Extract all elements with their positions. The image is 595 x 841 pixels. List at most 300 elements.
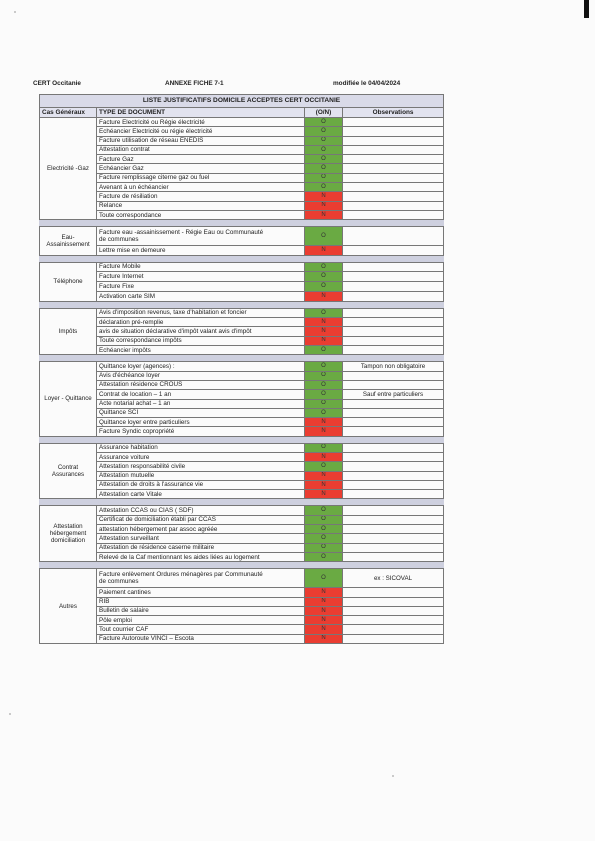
observation-cell — [343, 597, 444, 606]
category-cell: Téléphone — [40, 262, 97, 301]
observation-cell — [343, 183, 444, 192]
table-row — [40, 210, 444, 219]
status-refused-cell: N — [305, 471, 343, 480]
observation-cell — [343, 534, 444, 543]
observation-cell — [343, 327, 444, 336]
separator-cell — [97, 301, 305, 308]
status-refused-cell: N — [305, 210, 343, 219]
document-cell — [97, 336, 305, 345]
table-row — [40, 462, 444, 471]
document-cell — [97, 515, 305, 524]
table-row — [40, 272, 444, 282]
status-accepted-cell: O — [305, 462, 343, 471]
scan-speck — [14, 11, 16, 13]
observation-cell — [343, 525, 444, 534]
status-refused-cell: N — [305, 336, 343, 345]
separator-cell — [343, 499, 444, 506]
separator-cell — [343, 301, 444, 308]
table-row — [40, 183, 444, 192]
observation-cell — [343, 462, 444, 471]
table-row — [40, 136, 444, 145]
document-cell — [97, 327, 305, 336]
separator-cell — [343, 436, 444, 443]
document-cell — [97, 127, 305, 136]
separator-cell — [97, 220, 305, 227]
table-row — [40, 606, 444, 615]
status-refused-cell: N — [305, 606, 343, 615]
separator-cell — [97, 436, 305, 443]
separator-cell — [40, 355, 97, 362]
status-accepted-cell: O — [305, 136, 343, 145]
table-row — [40, 173, 444, 182]
status-refused-cell: N — [305, 597, 343, 606]
document-cell — [97, 145, 305, 154]
document-label: Contrat de location – 1 an — [99, 390, 172, 398]
separator-cell — [305, 255, 343, 262]
observation-cell — [343, 427, 444, 436]
status-accepted-cell: O — [305, 155, 343, 164]
status-refused-cell: N — [305, 625, 343, 634]
table-row — [40, 227, 444, 246]
document-label: avis de situation déclarative d'impôt valant avis d'impôt — [99, 327, 252, 335]
table-row — [40, 634, 444, 643]
document-label: Facture Fixe — [99, 283, 134, 291]
status-accepted-cell: O — [305, 362, 343, 371]
status-refused-cell: N — [305, 292, 343, 302]
table-row — [40, 292, 444, 302]
status-refused-cell: N — [305, 588, 343, 597]
table-body — [40, 118, 444, 644]
group-separator — [40, 301, 444, 308]
separator-cell — [40, 499, 97, 506]
document-cell — [97, 625, 305, 634]
document-label: Facture Mobile — [99, 263, 141, 271]
document-cell — [97, 471, 305, 480]
status-accepted-cell: O — [305, 443, 343, 452]
separator-cell — [305, 499, 343, 506]
scan-speck — [9, 713, 11, 715]
table-row — [40, 155, 444, 164]
table-row — [40, 282, 444, 292]
document-cell — [97, 262, 305, 272]
table-row — [40, 506, 444, 515]
justificatifs-table — [39, 94, 444, 644]
separator-cell — [305, 220, 343, 227]
document-label: attestation hébergement par assoc agréée — [99, 525, 218, 533]
document-cell — [97, 155, 305, 164]
observation-cell — [343, 201, 444, 210]
category-cell: Impôts — [40, 308, 97, 354]
document-cell — [97, 453, 305, 462]
status-accepted-cell: O — [305, 227, 343, 246]
observation-cell — [343, 418, 444, 427]
separator-cell — [305, 562, 343, 569]
document-label: Attestation responsabilité civile — [99, 462, 186, 470]
document-label: RIB — [99, 598, 110, 606]
status-accepted-cell: O — [305, 569, 343, 588]
document-cell — [97, 136, 305, 145]
document-label: Assurance voiture — [99, 453, 150, 461]
document-label: Lettre mise en demeure — [99, 246, 166, 254]
document-label: Avis d'échéance loyer — [99, 372, 160, 380]
status-refused-cell: N — [305, 327, 343, 336]
status-accepted-cell: O — [305, 272, 343, 282]
status-accepted-cell: O — [305, 399, 343, 408]
table-row — [40, 346, 444, 355]
observation-cell — [343, 634, 444, 643]
document-label: Attestation de droits à l'assurance vie — [99, 481, 204, 489]
document-cell — [97, 616, 305, 625]
table-row — [40, 308, 444, 317]
document-cell — [97, 192, 305, 201]
document-cell — [97, 462, 305, 471]
table-row — [40, 390, 444, 399]
table-row — [40, 246, 444, 255]
col-header-observations: Observations — [343, 108, 444, 118]
document-cell — [97, 506, 305, 515]
document-label: Activation carte SIM — [99, 292, 155, 300]
document-cell — [97, 292, 305, 302]
document-label: Facture Gaz — [99, 155, 134, 163]
status-accepted-cell: O — [305, 543, 343, 552]
document-cell — [97, 282, 305, 292]
observation-cell — [343, 399, 444, 408]
document-label: Facture Internet — [99, 273, 144, 281]
document-label: Certificat de domiciliation établi par CCAS — [99, 516, 216, 524]
separator-cell — [40, 255, 97, 262]
document-label: Toute correspondance impôts — [99, 337, 182, 345]
document-label: Echéancier impôts — [99, 346, 151, 354]
status-accepted-cell: O — [305, 262, 343, 272]
separator-cell — [97, 355, 305, 362]
status-accepted-cell: O — [305, 408, 343, 417]
observation-cell — [343, 616, 444, 625]
document-cell — [97, 380, 305, 389]
document-cell — [97, 418, 305, 427]
document-cell — [97, 552, 305, 561]
document-cell — [97, 634, 305, 643]
table-row — [40, 336, 444, 345]
table-row — [40, 597, 444, 606]
document-cell — [97, 606, 305, 615]
table-row — [40, 145, 444, 154]
status-accepted-cell: O — [305, 282, 343, 292]
document-cell — [97, 246, 305, 255]
status-accepted-cell: O — [305, 552, 343, 561]
group-separator — [40, 562, 444, 569]
observation-cell — [343, 625, 444, 634]
status-refused-cell: N — [305, 201, 343, 210]
document-label: déclaration pré-remplie — [99, 318, 164, 326]
status-accepted-cell: O — [305, 525, 343, 534]
document-cell — [97, 543, 305, 552]
table-row — [40, 453, 444, 462]
document-cell — [97, 183, 305, 192]
table-row — [40, 569, 444, 588]
observation-cell: ex : SICOVAL — [343, 569, 444, 588]
document-label: Facture de résiliation — [99, 192, 158, 200]
table-row — [40, 164, 444, 173]
document-cell — [97, 272, 305, 282]
group-separator — [40, 436, 444, 443]
observation-cell: Tampon non obligatoire — [343, 362, 444, 371]
table-row — [40, 525, 444, 534]
observation-cell — [343, 227, 444, 246]
document-cell — [97, 362, 305, 371]
observation-cell — [343, 192, 444, 201]
status-accepted-cell: O — [305, 118, 343, 127]
col-header-document: TYPE DE DOCUMENT — [97, 108, 305, 118]
table-row — [40, 552, 444, 561]
status-refused-cell: N — [305, 318, 343, 327]
status-accepted-cell: O — [305, 380, 343, 389]
document-label: Avenant à un échéancier — [99, 183, 169, 191]
category-cell: Electricité -Gaz — [40, 118, 97, 220]
separator-cell — [40, 220, 97, 227]
document-label: Attestation contrat — [99, 146, 150, 154]
document-cell — [97, 588, 305, 597]
separator-cell — [97, 499, 305, 506]
document-label: Facture enlèvement Ordures ménagères par Communauté — [99, 571, 263, 579]
observation-cell — [343, 127, 444, 136]
document-label: Quittance loyer (agences) : — [99, 362, 175, 370]
document-label: Facture remplissage citerne gaz ou fuel — [99, 174, 210, 182]
status-accepted-cell: O — [305, 183, 343, 192]
table-row — [40, 118, 444, 127]
separator-cell — [40, 562, 97, 569]
document-label: Assurance habitation — [99, 444, 158, 452]
document-label: Bulletin de salaire — [99, 607, 149, 615]
status-accepted-cell: O — [305, 506, 343, 515]
table-row — [40, 318, 444, 327]
observation-cell — [343, 336, 444, 345]
document-label: Facture eau -assainissement - Régie Eau ou Communauté — [99, 229, 264, 237]
table-row — [40, 192, 444, 201]
document-cell — [97, 443, 305, 452]
category-cell: Loyer - Quittance — [40, 362, 97, 436]
observation-cell — [343, 308, 444, 317]
document-label: Pôle emploi — [99, 616, 132, 624]
observation-cell — [343, 506, 444, 515]
document-cell — [97, 427, 305, 436]
document-cell — [97, 227, 305, 246]
status-refused-cell: N — [305, 490, 343, 499]
document-cell — [97, 399, 305, 408]
observation-cell — [343, 552, 444, 561]
document-label: Quittance loyer entre particuliers — [99, 418, 190, 426]
status-refused-cell: N — [305, 246, 343, 255]
table-row — [40, 616, 444, 625]
document-label: Relevé de la Caf mentionnant les aides liées au logement — [99, 553, 260, 561]
document-cell — [97, 597, 305, 606]
table-row — [40, 443, 444, 452]
table-title-row — [40, 95, 444, 108]
separator-cell — [97, 255, 305, 262]
document-cell — [97, 569, 305, 588]
document-label: Attestation surveillant — [99, 534, 159, 542]
document-cell — [97, 480, 305, 489]
scan-speck — [392, 775, 394, 777]
document-cell — [97, 164, 305, 173]
document-cell — [97, 201, 305, 210]
status-refused-cell: N — [305, 427, 343, 436]
status-refused-cell: N — [305, 634, 343, 643]
observation-cell — [343, 371, 444, 380]
status-accepted-cell: O — [305, 164, 343, 173]
separator-cell — [40, 436, 97, 443]
document-label: Echéancier Gaz — [99, 165, 144, 173]
separator-cell — [305, 301, 343, 308]
status-accepted-cell: O — [305, 515, 343, 524]
table-row — [40, 399, 444, 408]
table-row — [40, 427, 444, 436]
status-accepted-cell: O — [305, 390, 343, 399]
document-cell — [97, 210, 305, 219]
category-cell: Autres — [40, 569, 97, 644]
table-row — [40, 480, 444, 489]
observation-cell — [343, 282, 444, 292]
status-accepted-cell: O — [305, 127, 343, 136]
separator-cell — [343, 355, 444, 362]
document-label: Attestation CCAS ou CIAS ( SDF) — [99, 507, 194, 515]
separator-cell — [40, 301, 97, 308]
document-label: Facture utilisation de réseau ENEDIS — [99, 137, 204, 145]
document-cell — [97, 118, 305, 127]
observation-cell — [343, 272, 444, 282]
table-row — [40, 127, 444, 136]
table-row — [40, 534, 444, 543]
document-cell — [97, 408, 305, 417]
observation-cell — [343, 346, 444, 355]
document-cell — [97, 534, 305, 543]
observation-cell — [343, 155, 444, 164]
document-cell — [97, 318, 305, 327]
table-row — [40, 362, 444, 371]
document-label: Tout courrier CAF — [99, 625, 149, 633]
status-accepted-cell: O — [305, 173, 343, 182]
separator-cell — [305, 355, 343, 362]
document-label: Echéancier Electricité ou régie électricité — [99, 127, 213, 135]
observation-cell — [343, 515, 444, 524]
table-row — [40, 262, 444, 272]
header-org: CERT Occitanie — [33, 80, 81, 87]
observation-cell — [343, 164, 444, 173]
table-row — [40, 408, 444, 417]
document-cell — [97, 308, 305, 317]
document-label: Quittance SCI — [99, 409, 139, 417]
column-header-row — [40, 108, 444, 118]
group-separator — [40, 220, 444, 227]
separator-cell — [343, 255, 444, 262]
document-header — [33, 80, 433, 92]
observation-cell — [343, 145, 444, 154]
observation-cell — [343, 173, 444, 182]
separator-cell — [343, 220, 444, 227]
status-refused-cell: N — [305, 453, 343, 462]
observation-cell — [343, 453, 444, 462]
document-cell — [97, 173, 305, 182]
document-cell — [97, 371, 305, 380]
header-modified-date: modifiée le 04/04/2024 — [333, 80, 401, 87]
observation-cell — [343, 136, 444, 145]
observation-cell — [343, 118, 444, 127]
observation-cell — [343, 480, 444, 489]
observation-cell — [343, 471, 444, 480]
group-separator — [40, 355, 444, 362]
group-separator — [40, 255, 444, 262]
status-accepted-cell: O — [305, 534, 343, 543]
observation-cell — [343, 262, 444, 272]
document-label: Attestation mutuelle — [99, 472, 155, 480]
observation-cell — [343, 380, 444, 389]
document-label: Relance — [99, 202, 123, 210]
document-label: Paiement cantines — [99, 588, 151, 596]
table-row — [40, 471, 444, 480]
status-refused-cell: N — [305, 616, 343, 625]
table-row — [40, 625, 444, 634]
document-label: Attestation de résidence caserne militaire — [99, 544, 215, 552]
observation-cell — [343, 543, 444, 552]
status-refused-cell: N — [305, 192, 343, 201]
separator-cell — [305, 436, 343, 443]
status-refused-cell: N — [305, 418, 343, 427]
table-row — [40, 588, 444, 597]
status-accepted-cell: O — [305, 371, 343, 380]
observation-cell — [343, 246, 444, 255]
document-cell — [97, 346, 305, 355]
group-separator — [40, 499, 444, 506]
table-row — [40, 380, 444, 389]
category-cell: Contrat Assurances — [40, 443, 97, 499]
table-row — [40, 543, 444, 552]
col-header-status: (O/N) — [305, 108, 343, 118]
separator-cell — [343, 562, 444, 569]
document-label: Attestation carte Vitale — [99, 490, 162, 498]
observation-cell — [343, 318, 444, 327]
observation-cell — [343, 210, 444, 219]
document-label-continued: de communes — [99, 236, 139, 244]
observation-cell — [343, 606, 444, 615]
category-cell: Eau-Assainissement — [40, 227, 97, 255]
document-label: Facture Syndic copropriété — [99, 427, 175, 435]
observation-cell — [343, 588, 444, 597]
status-accepted-cell: O — [305, 346, 343, 355]
document-label-continued: de communes — [99, 578, 139, 586]
document-label: Attestation résidence CROUS — [99, 381, 183, 389]
table-row — [40, 371, 444, 380]
table-row — [40, 201, 444, 210]
header-annex: ANNEXE FICHE 7-1 — [165, 80, 224, 87]
status-accepted-cell: O — [305, 308, 343, 317]
table-row — [40, 490, 444, 499]
table-row — [40, 327, 444, 336]
table-title: LISTE JUSTIFICATIFS DOMICILE ACCEPTES CERT OCCITANIE — [40, 95, 444, 108]
status-accepted-cell: O — [305, 145, 343, 154]
document-cell — [97, 525, 305, 534]
status-refused-cell: N — [305, 480, 343, 489]
document-label: Toute correspondance — [99, 211, 162, 219]
observation-cell: Sauf entre particuliers — [343, 390, 444, 399]
observation-cell — [343, 490, 444, 499]
document-label: Facture Electricité ou Régie électricité — [99, 118, 205, 126]
category-cell: Attestation hébergement domiciliation — [40, 506, 97, 562]
document-label: Acte notarial achat – 1 an — [99, 400, 171, 408]
document-label: Avis d'imposition revenus, taxe d'habitation et foncier — [99, 309, 247, 317]
observation-cell — [343, 443, 444, 452]
table-row — [40, 515, 444, 524]
observation-cell — [343, 408, 444, 417]
table-row — [40, 418, 444, 427]
